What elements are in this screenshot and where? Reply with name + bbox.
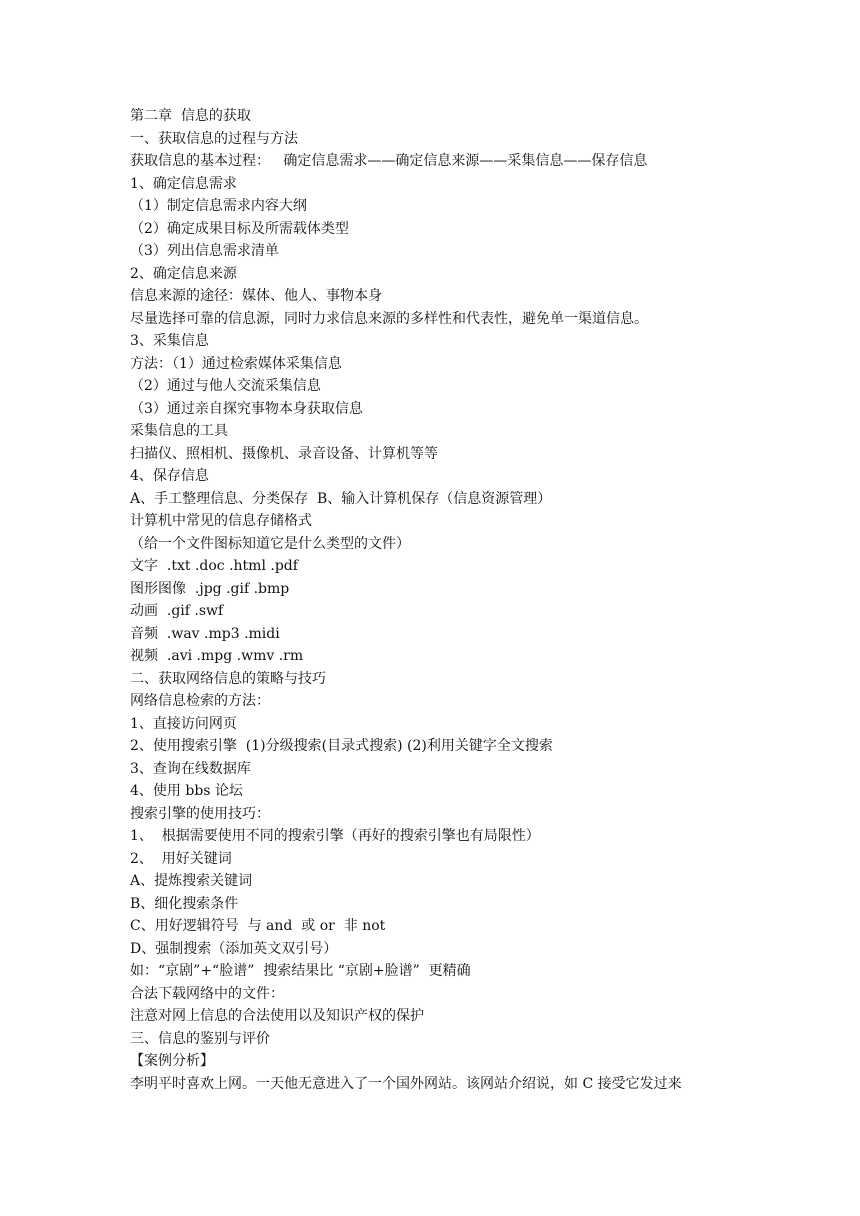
text-line: （给一个文件图标知道它是什么类型的文件） [130, 535, 410, 552]
text-line: 获取信息的基本过程： 确定信息需求——确定信息来源——采集信息——保存信息 [130, 153, 648, 169]
format-line-text: 文字 .txt .doc .html .pdf [130, 558, 298, 574]
text-line: （2）通过与他人交流采集信息 [130, 378, 321, 394]
text-line: （3）通过亲自探究事物本身获取信息 [130, 400, 363, 417]
text-line: 1、直接访问网页 [130, 715, 237, 732]
text-line: 计算机中常见的信息存储格式 [130, 513, 312, 529]
text-line: （3）列出信息需求清单 [130, 243, 279, 259]
section-heading-2: 二、获取网络信息的策略与技巧 [130, 670, 326, 687]
text-line: 如：“京剧”+“脸谱” 搜索结果比 “京剧+脸谱” 更精确 [130, 963, 471, 979]
text-line: 采集信息的工具 [130, 423, 228, 439]
text-line: 注意对网上信息的合法使用以及知识产权的保护 [130, 1008, 424, 1024]
text-line: 2、使用搜索引擎 (1)分级搜索(目录式搜索) (2)利用关键字全文搜索 [130, 738, 553, 754]
text-line: C、用好逻辑符号 与 and 或 or 非 not [130, 918, 386, 934]
text-line: （2）确定成果目标及所需载体类型 [130, 220, 349, 237]
text-line: 扫描仪、照相机、摄像机、录音设备、计算机等等 [130, 445, 438, 462]
text-line: A、提炼搜索关键词 [130, 873, 253, 889]
chapter-title: 第二章 信息的获取 [130, 108, 251, 124]
section-heading-3: 三、信息的鉴别与评价 [130, 1030, 270, 1047]
format-line-animation: 动画 .gif .swf [130, 603, 224, 619]
subsection-heading: 4、保存信息 [130, 468, 209, 484]
text-line: 尽量选择可靠的信息源，同时力求信息来源的多样性和代表性，避免单一渠道信息。 [130, 310, 648, 327]
case-analysis-heading: 【案例分析】 [130, 1053, 214, 1069]
subsection-heading: 3、采集信息 [130, 333, 209, 349]
text-line: 网络信息检索的方法： [130, 693, 270, 709]
text-line: 信息来源的途径：媒体、他人、事物本身 [130, 288, 382, 304]
section-heading-1: 一、获取信息的过程与方法 [130, 130, 298, 147]
format-line-audio: 音频 .wav .mp3 .midi [130, 625, 280, 642]
text-line: 1、 根据需要使用不同的搜索引擎（再好的搜索引擎也有局限性） [130, 828, 540, 844]
text-line: 方法：（1）通过检索媒体采集信息 [130, 355, 342, 372]
document-body [130, 105, 830, 1095]
format-line-video: 视频 .avi .mpg .wmv .rm [130, 648, 304, 664]
text-line: （1）制定信息需求内容大纲 [130, 198, 307, 214]
text-line: 搜索引擎的使用技巧： [130, 805, 270, 822]
text-line: 2、 用好关键词 [130, 850, 232, 867]
text-line: 4、使用 bbs 论坛 [130, 783, 243, 799]
text-line: 合法下载网络中的文件： [130, 985, 284, 1002]
text-line: 李明平时喜欢上网。一天他无意进入了一个国外网站。该网站介绍说，如 C 接受它发过来 [130, 1075, 682, 1092]
subsection-heading: 1、确定信息需求 [130, 175, 237, 192]
text-line: D、强制搜索（添加英文双引号） [130, 940, 338, 957]
text-line: B、细化搜索条件 [130, 895, 239, 912]
subsection-heading: 2、确定信息来源 [130, 265, 237, 282]
text-line: 3、查询在线数据库 [130, 760, 251, 777]
format-line-image: 图形图像 .jpg .gif .bmp [130, 580, 290, 597]
text-line: A、手工整理信息、分类保存 B、输入计算机保存（信息资源管理） [130, 490, 552, 507]
